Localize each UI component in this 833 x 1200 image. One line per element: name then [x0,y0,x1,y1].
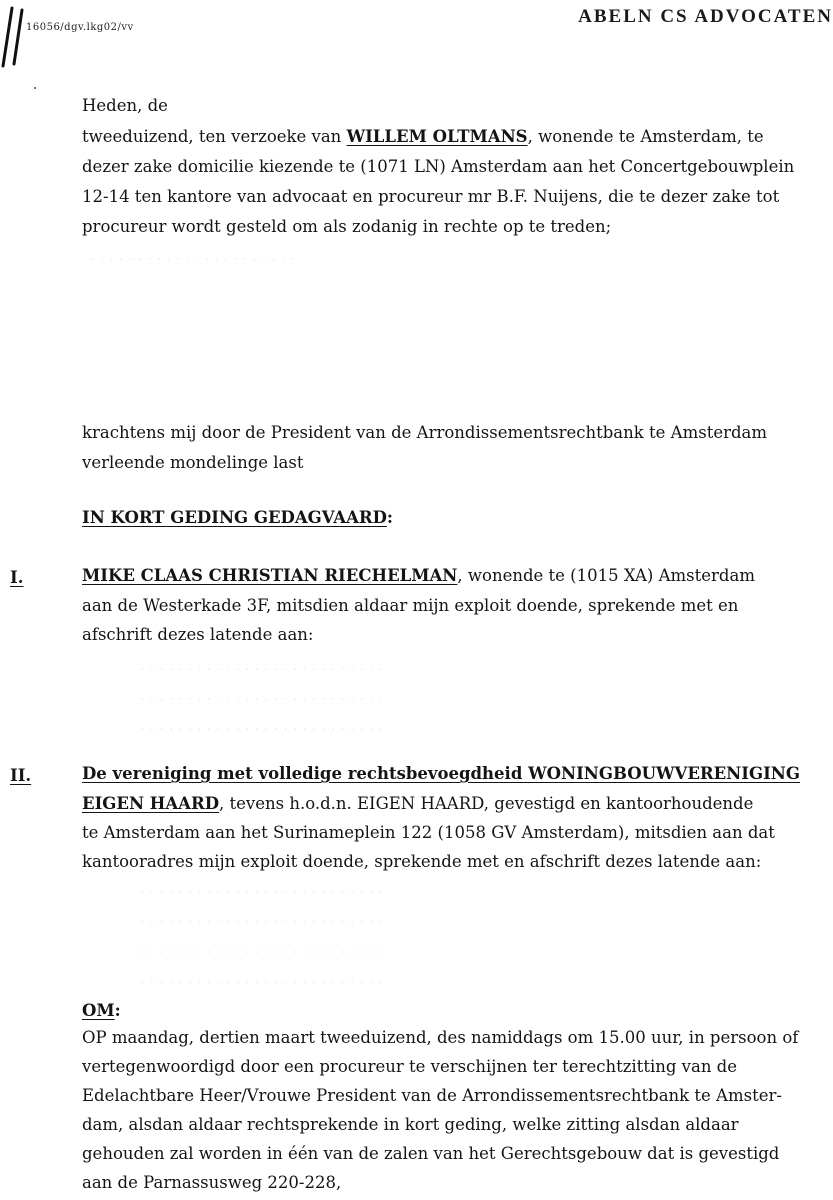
intro-line: procureur wordt gesteld om als zodanig in rechte op te treden; [82,217,612,236]
defendant1-line: afschrift dezes latende aan: [82,625,314,644]
mandate-line: verleende mondelinge last [82,453,304,472]
om-line: Edelachtbare Heer/Vrouwe President van de Arrondissementsrechtbank te Amster- [82,1086,782,1105]
summons-heading-text: IN KORT GEDING GEDAGVAARD [82,508,387,527]
bleed-through-text: · · · · · · · · · · · · · · · · · · · · · · · · · · [140,883,384,901]
om-line: aan de Parnassusweg 220-228, [82,1173,342,1192]
defendant1-residence: , wonende te (1015 XA) Amsterdam [457,566,755,585]
intro-text: tweeduizend, ten verzoeke van [82,127,347,146]
bleed-through-text: · · · · · · · · · · · · · · · · · · · · · · · · · · [140,690,384,708]
document-reference: 16056/dgv.lkg02/vv [26,22,134,33]
defendant1-line: aan de Westerkade 3F, mitsdien aldaar mijn exploit doende, sprekende met en [82,596,739,615]
defendant1-name: MIKE CLAAS CHRISTIAN RIECHELMAN [82,566,458,585]
mandate-line: krachtens mij door de President van de Arrondissementsrechtbank te Amsterdam [82,423,768,442]
handwritten-slash-mark [0,6,30,68]
defendant2-name: EIGEN HAARD [82,794,220,813]
defendant2-line: kantooradres mijn exploit doende, sprekende met en afschrift dezes latende aan: [82,852,762,871]
defendant2-trade-name: , tevens h.o.d.n. EIGEN HAARD, gevestigd en kantoorhoudende [219,794,754,813]
intro-line-plaintiff [82,129,764,146]
om-line: dam, alsdan aldaar rechtsprekende in kort geding, welke zitting alsdan aldaar [82,1115,739,1134]
om-line: OP maandag, dertien maart tweeduizend, des namiddags om 15.00 uur, in persoon of [82,1028,799,1047]
defendant-number: I. [10,568,24,587]
bleed-through-text: · · · · · · · · · · · · · · · · · · · · · · [90,250,296,268]
om-line: vertegenwoordigd door een procureur te verschijnen ter terechtzitting van de [82,1057,738,1076]
defendant2-line2 [82,796,753,813]
firm-name: ABELN CS ADVOCATEN [578,6,833,27]
defendant2-line: te Amsterdam aan het Surinameplein 122 (1058 GV Amsterdam), mitsdien aan dat [82,823,775,842]
bleed-through-text: · · · · · · · · · · · · · · · · · · · · · · · · · · [140,660,384,678]
bleed-through-text: · · · · · · · · · · · · · · · · · · · · · · · · · · [140,943,384,961]
om-heading [82,1003,121,1020]
intro-line: 12-14 ten kantore van advocaat en procureur mr B.F. Nuijens, die te dezer zake tot [82,187,780,206]
summons-heading [82,510,393,527]
om-heading-text: OM [82,1001,115,1020]
plaintiff-name: WILLEM OLTMANS [346,127,528,146]
defendant2-line1: De vereniging met volledige rechtsbevoegdheid WONINGBOUWVERENIGING [82,764,800,783]
defendant1-line1 [82,568,755,585]
intro-line: dezer zake domicilie kiezende te (1071 LN) Amsterdam aan het Concertgebouwplein [82,157,795,176]
bleed-through-text: · · · · · · · · · · · · · · · · · · · · · · · · · · [140,973,384,991]
bleed-through-text: · · · · · · · · · · · · · · · · · · · · · · · · · · [140,720,384,738]
intro-line: Heden, de [82,96,168,115]
bleed-through-text: · · · · · · · · · · · · · · · · · · · · · · · · · · [140,913,384,931]
stray-mark [34,87,36,89]
plaintiff-residence: , wonende te Amsterdam, te [527,127,764,146]
om-line: gehouden zal worden in één van de zalen van het Gerechtsgebouw dat is gevestigd [82,1144,780,1163]
defendant-number: II. [10,766,32,785]
summons-heading-colon: : [386,508,393,527]
om-heading-colon: : [114,1001,121,1020]
